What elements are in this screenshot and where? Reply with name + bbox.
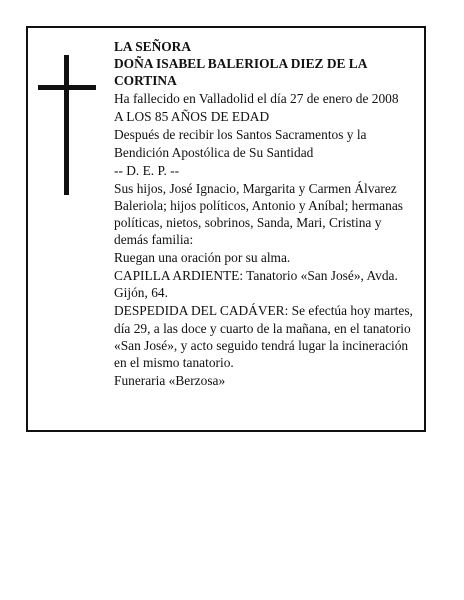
obituary-text [114,38,418,389]
age-line: A LOS 85 AÑOS DE EDAD [114,109,270,125]
funeral-home-line: Funeraria «Berzosa» [114,372,226,388]
farewell-line: DESPEDIDA DEL CADÁVER: Se efectúa hoy martes, día 29, a las doce y cuarto de la mañana, en el tanatorio «San José», y acto seguido tendrá lugar la incineración en el mismo tanatorio. [114,303,413,370]
title-line: LA SEÑORA [114,39,192,54]
family-line: Sus hijos, José Ignacio, Margarita y Carmen Álvarez Baleriola; hijos políticos, Antonio y Aníbal; hermanas políticas, nietos, sobrinos, Sanda, Mari, Cristina y demás familia: [114,180,403,248]
chapel-line: CAPILLA ARDIENTE: Tanatorio «San José», Avda. Gijón, 64. [114,268,398,301]
sacraments-line: Después de recibir los Santos Sacramentos y la Bendición Apostólica de Su Santidad [114,127,367,160]
rip-line: -- D. E. P. -- [114,162,180,178]
death-line: Ha fallecido en Valladolid el día 27 de enero de 2008 [114,91,399,107]
deceased-name: DOÑA ISABEL BALERIOLA DIEZ DE LA CORTINA [114,56,367,89]
cross-icon-horizontal-bar [38,85,96,90]
prayer-line: Ruegan una oración por su alma. [114,250,291,266]
cross-icon-vertical-bar [64,55,69,195]
